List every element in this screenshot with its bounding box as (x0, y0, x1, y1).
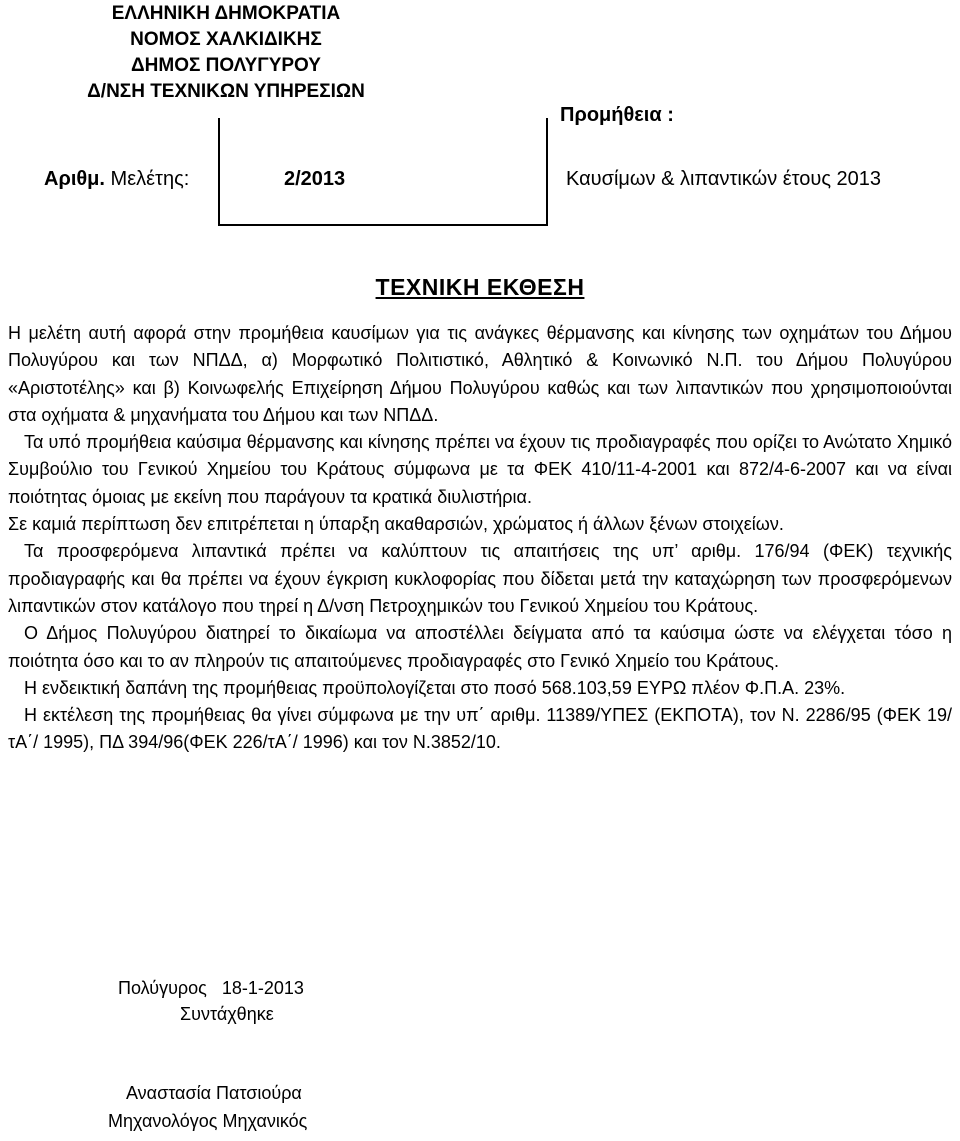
paragraph-fuel-specs: Τα υπό προμήθεια καύσιμα θέρμανσης και κίνησης πρέπει να έχουν τις προδιαγραφές που ορίζει το Ανώτατο Χημικό Συμβούλιο του Γενικού Χημείου του Κράτους σύμφωνα με τα ΦΕΚ 410/11-4-2001 και 872/4-6-2007 και να είναι ποιότητας όμοιας με εκείνη που παράγουν τα κρατικά διυλιστήρια. (8, 432, 952, 507)
study-label-rest: Μελέτης: (110, 168, 190, 190)
paragraph-cost: Η ενδεικτική δαπάνη της προμήθειας προϋπολογίζεται στο ποσό 568.103,59 ΕΥΡΩ πλέον Φ.Π.Α. 23%. (24, 677, 846, 698)
study-number: 2/2013 (284, 168, 346, 190)
signature-place-date: Πολύγυρος 18-1-2013 (118, 978, 304, 998)
paragraph-impurities: Σε καμιά περίπτωση δεν επιτρέπεται η ύπαρξη ακαθαρσιών, χρώματος ή άλλων ξένων στοιχείων. (8, 514, 784, 535)
subject-value: Καυσίμων & λιπαντικών έτους 2013 (566, 168, 882, 190)
paragraph-lubricants: Τα προσφερόμενα λιπαντικά πρέπει να καλύπτουν τις απαιτήσεις της υπ’ αριθμ. 176/94 (ΦΕΚ) τεχνικής προδιαγραφής και θα πρέπει να έχουν έγκριση κυκλοφορίας που δίδεται μετά την καταχώρηση των προσφερόμενων λιπαντικών στον κατάλογο που τηρεί η Δ/νση Πετροχημικών του Γενικού Χημείου του Κράτους. (8, 541, 952, 616)
header-line-department: Δ/ΝΣΗ ΤΕΧΝΙΚΩΝ ΥΠΗΡΕΣΙΩΝ (87, 81, 365, 102)
document-body (8, 320, 952, 757)
signature-composed: Συντάχθηκε (180, 1004, 274, 1024)
header-line-country: ΕΛΛΗΝΙΚΗ ΔΗΜΟΚΡΑΤΙΑ (111, 3, 341, 24)
document-title: ΤΕΧΝΙΚΗ ΕΚΘΕΣΗ (375, 274, 585, 300)
header-line-municipality: ΔΗΜΟΣ ΠΟΛΥΓΥΡΟΥ (131, 55, 321, 76)
signature-name: Αναστασία Πατσιούρα (126, 1083, 302, 1103)
study-number-label (44, 168, 189, 191)
study-meta-box (218, 118, 548, 226)
signature-role: Μηχανολόγος Μηχανικός (108, 1111, 308, 1131)
study-label-prefix: Αριθμ. (44, 168, 105, 190)
paragraph-sampling: Ο Δήμος Πολυγύρου διατηρεί το δικαίωμα να αποστέλλει δείγματα από τα καύσιμα ώστε να ελέγχεται τόσο η ποιότητα όσο και το αν πληρούν τις απαιτούμενες προδιαγραφές στο Γενικό Χημείο του Κράτους. (8, 623, 952, 671)
header-line-prefecture: ΝΟΜΟΣ ΧΑΛΚΙΔΙΚΗΣ (130, 29, 322, 50)
issuer-header (56, 1, 396, 105)
paragraph-legal-basis: Η εκτέλεση της προμήθειας θα γίνει σύμφωνα με την υπ΄ αριθμ. 11389/ΥΠΕΣ (ΕΚΠΟΤΑ), τον Ν. 2286/95 (ΦΕΚ 19/τΑ΄/ 1995), ΠΔ 394/96(ΦΕΚ 226/τΑ΄/ 1996) και τον Ν.3852/10. (8, 705, 952, 753)
paragraph-scope: Η μελέτη αυτή αφορά στην προμήθεια καυσίμων για τις ανάγκες θέρμανσης και κίνησης των οχημάτων του Δήμου Πολυγύρου και των ΝΠΔΔ, α) Μορφωτικό Πολιτιστικό, Αθλητικό & Κοινωνικό Ν.Π. του Δήμου Πολυγύρου «Αριστοτέλης» και β) Κοινωφελής Επιχείρηση Δήμου Πολυγύρου καθώς και των λιπαντικών που χρησιμοποιούνται στα οχήματα & μηχανήματα του Δήμου και των ΝΠΔΔ. (8, 323, 952, 425)
subject-label: Προμήθεια : (560, 104, 674, 126)
